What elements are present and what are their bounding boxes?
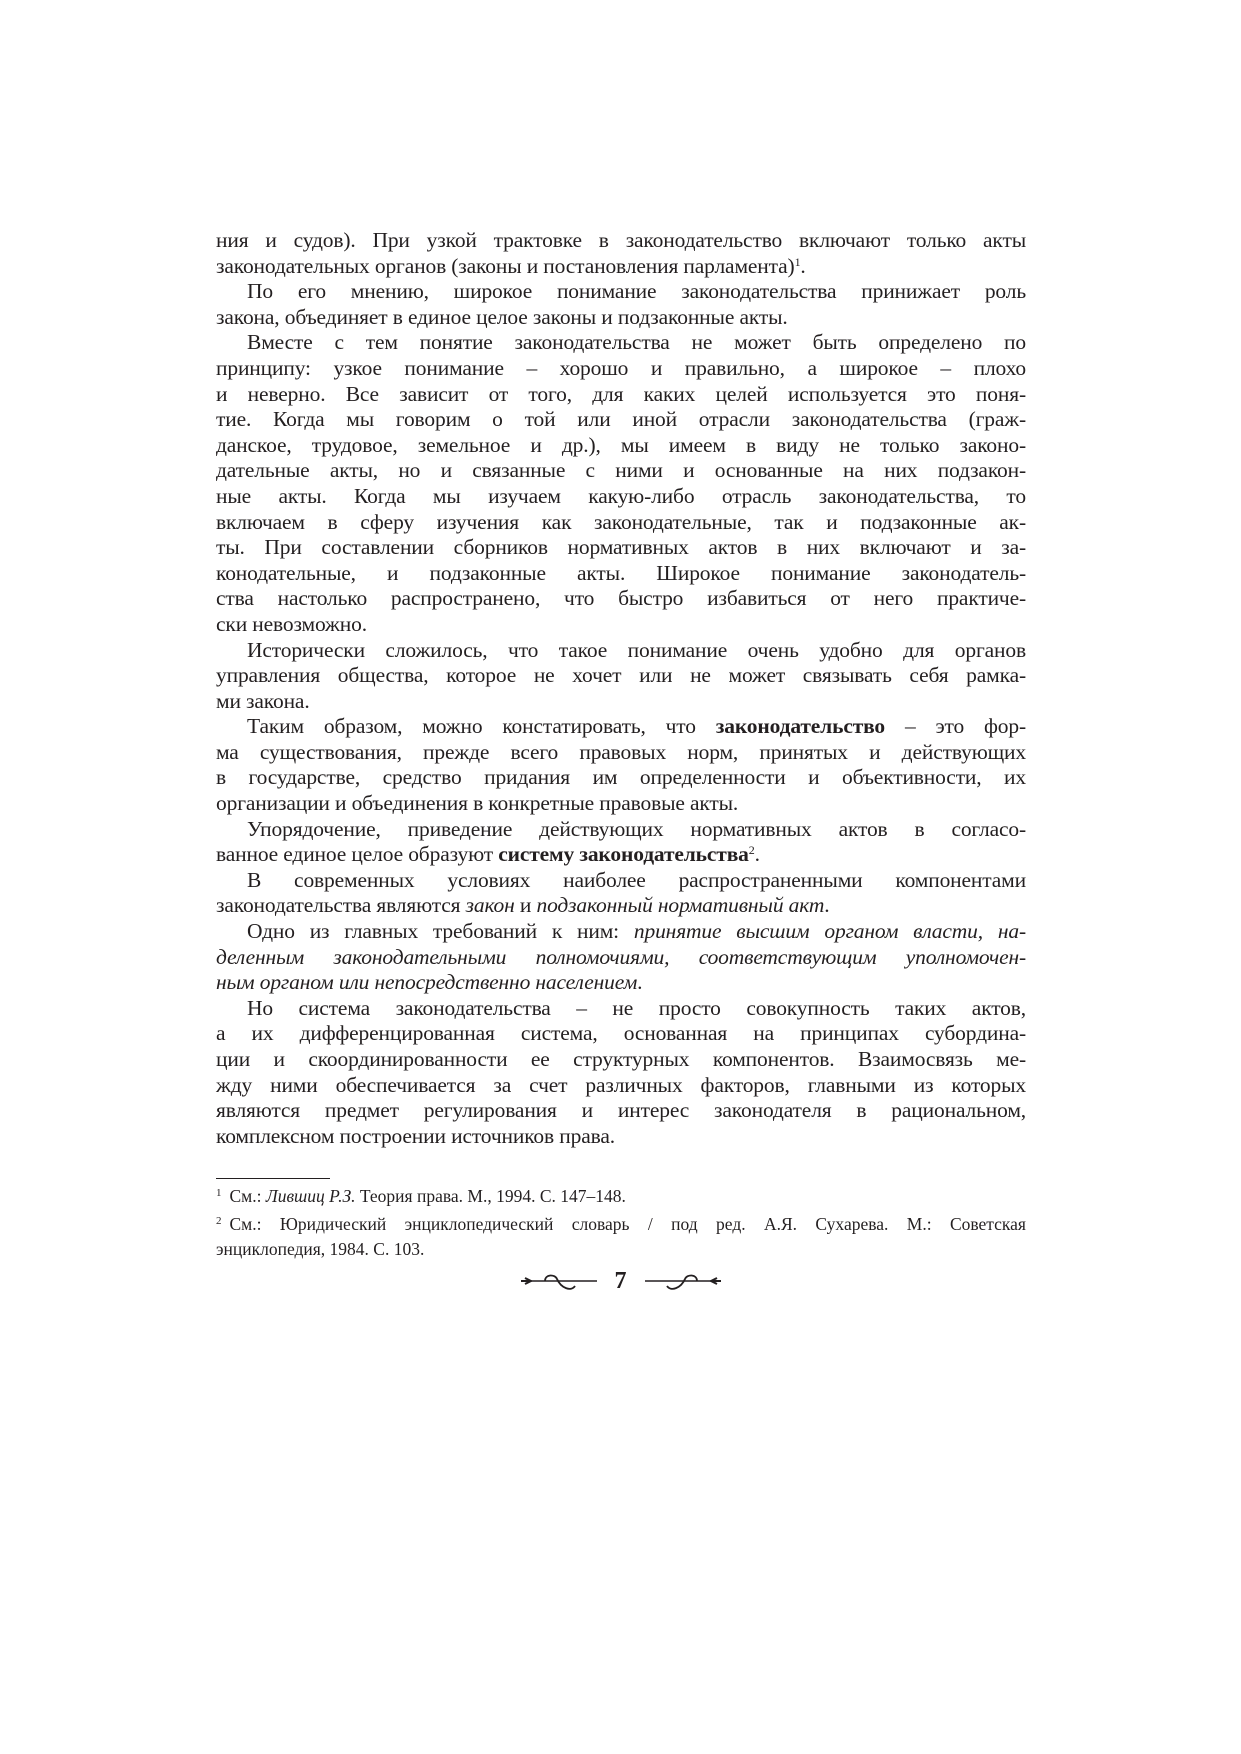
footnote-reference: 2 bbox=[748, 843, 755, 858]
text-segment: управления общества, которое не хочет или не может связывать себя рамка- bbox=[216, 663, 1026, 688]
text-line bbox=[216, 510, 1026, 536]
text-line bbox=[216, 689, 1026, 715]
text-segment: законодательства являются bbox=[216, 893, 466, 918]
text-segment: включаем в сферу изучения как законодательные, так и подзаконные ак- bbox=[216, 509, 1026, 534]
text-line bbox=[216, 1124, 1026, 1150]
footnote-number: 1 bbox=[216, 1187, 222, 1199]
text-line bbox=[216, 1098, 1026, 1124]
text-line bbox=[216, 561, 1026, 587]
text-line bbox=[216, 458, 1026, 484]
text-segment: а их дифференцированная система, основанная на принципах субордина- bbox=[216, 1021, 1026, 1046]
text-line bbox=[216, 919, 1026, 945]
footnote-prefix: См.: bbox=[229, 1186, 266, 1206]
text-segment: Вместе с тем понятие законодательства не может быть определено по bbox=[247, 330, 1026, 355]
text-line bbox=[216, 1047, 1026, 1073]
text-segment: В современных условиях наиболее распространенными компонентами bbox=[247, 867, 1026, 892]
italic-text: закон bbox=[465, 893, 515, 918]
text-line bbox=[216, 433, 1026, 459]
text-segment: законодательных органов (законы и постановления парламента) bbox=[216, 253, 795, 278]
text-segment: Упорядочение, приведение действующих нормативных актов в согласо- bbox=[247, 816, 1026, 841]
bold-term: систему законодательства bbox=[498, 842, 749, 867]
text-line bbox=[216, 663, 1026, 689]
text-segment: являются предмет регулирования и интерес законодателя в рациональном, bbox=[216, 1098, 1026, 1123]
text-line bbox=[216, 535, 1026, 561]
text-line bbox=[216, 1021, 1026, 1047]
text-segment: закона, объединяет в единое целое законы и подзаконные акты. bbox=[216, 304, 788, 329]
text-line bbox=[216, 279, 1026, 305]
text-segment: тие. Когда мы говорим о той или иной отрасли законодательства (граж- bbox=[216, 407, 1026, 432]
text-segment: ми закона. bbox=[216, 688, 310, 713]
text-line bbox=[216, 791, 1026, 817]
text-segment: в государстве, средство придания им определенности и объективности, их bbox=[216, 765, 1026, 790]
text-segment: принципу: узкое понимание – хорошо и правильно, а широкое – плохо bbox=[216, 355, 1026, 380]
footnote-1 bbox=[216, 1181, 1026, 1209]
text-line bbox=[216, 228, 1026, 254]
page-number-block bbox=[0, 1268, 1241, 1295]
text-segment: жду ними обеспечивается за счет различных факторов, главными из которых bbox=[216, 1072, 1026, 1097]
text-line bbox=[216, 970, 1026, 996]
text-segment: Исторически сложилось, что такое понимание очень удобно для органов bbox=[247, 637, 1026, 662]
text-segment: . bbox=[824, 893, 830, 918]
text-segment: . bbox=[754, 842, 760, 867]
right-ornament-icon bbox=[643, 1270, 723, 1294]
text-segment: По его мнению, широкое понимание законодательства принижает роль bbox=[247, 279, 1026, 304]
text-segment: ции и скоординированности ее структурных компонентов. Взаимосвязь ме- bbox=[216, 1047, 1026, 1071]
text-line bbox=[216, 638, 1026, 664]
text-segment: ты. При составлении сборников нормативных актов в них включают и за- bbox=[216, 535, 1026, 560]
footnote-number: 2 bbox=[216, 1215, 222, 1227]
text-line bbox=[216, 868, 1026, 894]
footnote-separator bbox=[216, 1178, 330, 1179]
text-line bbox=[216, 382, 1026, 408]
text-segment: ния и судов). При узкой трактовке в законодательство включают только акты bbox=[216, 228, 1026, 252]
text-segment: Но система законодательства – не просто совокупность таких актов, bbox=[247, 995, 1026, 1020]
text-segment: и неверно. Все зависит от того, для каких целей используется это поня- bbox=[216, 381, 1026, 406]
text-line bbox=[216, 484, 1026, 510]
text-segment: Одно из главных требований к ним: bbox=[247, 919, 634, 944]
text-line bbox=[216, 1073, 1026, 1099]
italic-text: ным органом или непосредственно населением bbox=[216, 970, 638, 995]
text-line bbox=[216, 330, 1026, 356]
text-segment: – это фор- bbox=[885, 714, 1027, 739]
text-segment: . bbox=[637, 970, 643, 995]
footnote-reference: 1 bbox=[794, 254, 801, 269]
text-line bbox=[216, 254, 1026, 280]
text-line bbox=[216, 945, 1026, 971]
italic-text: подзаконный нормативный акт bbox=[536, 893, 825, 918]
page-number: 7 bbox=[614, 1268, 627, 1294]
text-line bbox=[216, 765, 1026, 791]
left-ornament-icon bbox=[519, 1270, 599, 1294]
text-line bbox=[216, 586, 1026, 612]
text-segment: Таким образом, можно констатировать, что bbox=[247, 714, 716, 739]
text-line bbox=[216, 817, 1026, 843]
footnote-2 bbox=[216, 1209, 1026, 1237]
bold-term: законодательство bbox=[715, 714, 886, 739]
text-line bbox=[216, 740, 1026, 766]
text-segment: . bbox=[800, 253, 806, 278]
footnote-2-continuation bbox=[216, 1237, 1026, 1262]
footnote-text: См.: Юридический энциклопедический словарь / под ред. А.Я. Сухарева. М.: Советская bbox=[229, 1214, 1026, 1234]
text-line bbox=[216, 714, 1026, 740]
text-line bbox=[216, 407, 1026, 433]
text-segment: ные акты. Когда мы изучаем какую-либо отрасль законодательства, то bbox=[216, 483, 1026, 508]
text-segment: дательные акты, но и связанные с ними и основанные на них подзакон- bbox=[216, 458, 1026, 483]
footnote-text: энциклопедия, 1984. С. 103. bbox=[216, 1239, 425, 1259]
text-segment: ма существования, прежде всего правовых норм, принятых и действующих bbox=[216, 739, 1026, 764]
text-segment: конодательные, и подзаконные акты. Широкое понимание законодатель- bbox=[216, 560, 1026, 585]
text-segment: комплексном построении источников права. bbox=[216, 1123, 615, 1148]
text-line bbox=[216, 612, 1026, 638]
footnotes bbox=[216, 1181, 1026, 1262]
text-segment: организации и объединения в конкретные правовые акты. bbox=[216, 791, 739, 816]
text-line bbox=[216, 842, 1026, 868]
text-segment: и bbox=[514, 893, 537, 918]
text-line bbox=[216, 893, 1026, 919]
text-segment: ски невозможно. bbox=[216, 611, 367, 636]
text-segment: ванное единое целое образуют bbox=[216, 842, 499, 867]
text-segment: данское, трудовое, земельное и др.), мы имеем в виду не только законо- bbox=[216, 432, 1026, 457]
text-line bbox=[216, 996, 1026, 1022]
italic-text: принятие высшим органом власти, на- bbox=[633, 919, 1026, 944]
text-segment: ства настолько распространено, что быстро избавиться от него практиче- bbox=[216, 586, 1026, 611]
text-line bbox=[216, 356, 1026, 382]
footnote-text: Теория права. М., 1994. С. 147–148. bbox=[355, 1186, 626, 1206]
body-text bbox=[216, 228, 1026, 1149]
text-line bbox=[216, 305, 1026, 331]
footnote-author: Лившиц Р.З. bbox=[265, 1186, 356, 1206]
italic-text: деленным законодательными полномочиями, соответствующим уполномочен- bbox=[216, 944, 1026, 969]
